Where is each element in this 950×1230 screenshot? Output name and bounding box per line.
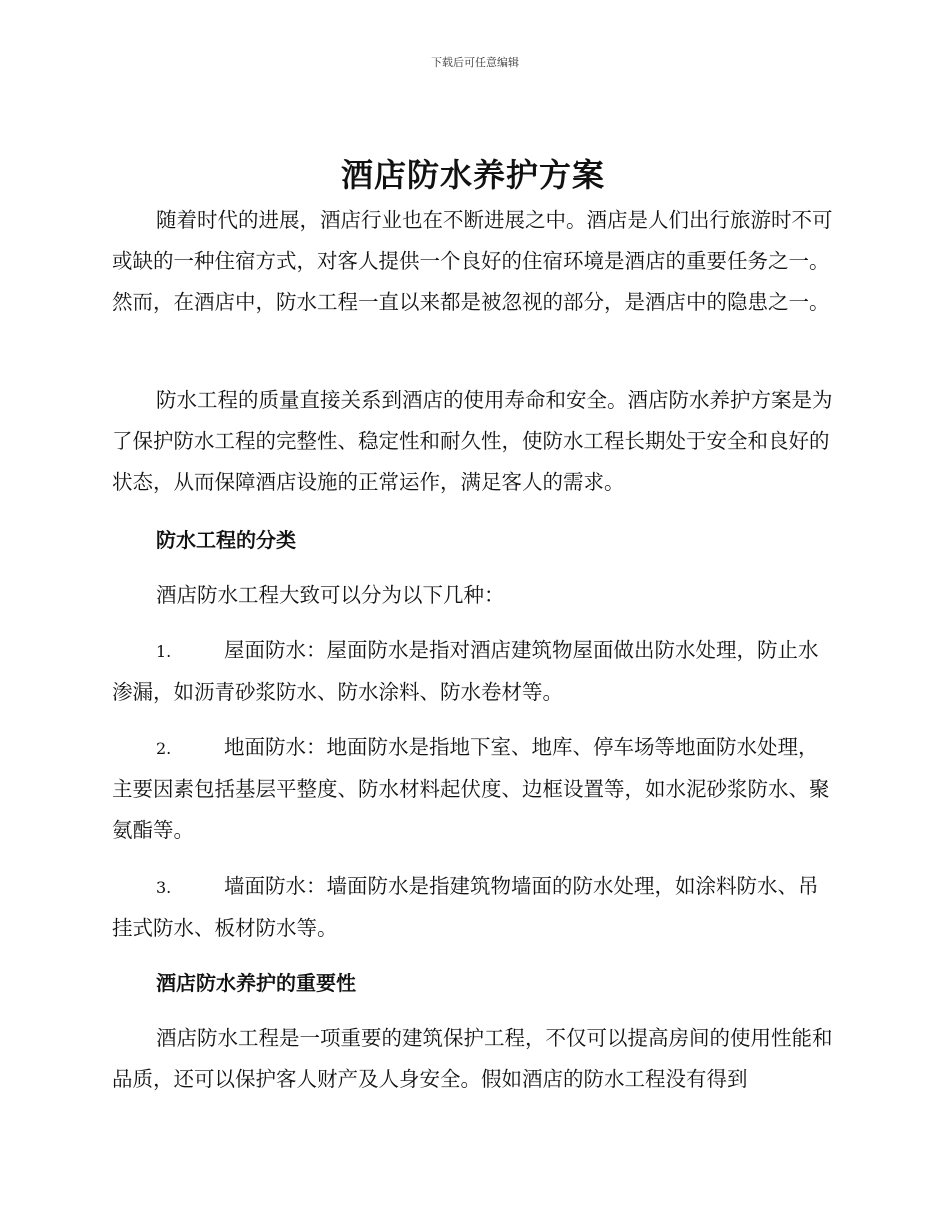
section-heading-importance: 酒店防水养护的重要性: [156, 971, 356, 995]
list-item-text: 屋面防水：屋面防水是指对酒店建筑物屋面做出防水处理，防止水渗漏，如沥青砂浆防水、防水涂料、防水卷材等。: [112, 638, 819, 704]
document-title: 酒店防水养护方案: [340, 156, 605, 194]
list-item-text: 墙面防水：墙面防水是指建筑物墙面的防水处理，如涂料防水、吊挂式防水、板材防水等。: [112, 874, 819, 940]
list-item-number: 2.: [156, 739, 172, 758]
list-item-number: 1.: [156, 642, 172, 661]
section-heading-classification: 防水工程的分类: [156, 528, 296, 552]
paragraph-classification-lead: 酒店防水工程大致可以分为以下几种：: [156, 583, 505, 607]
header-note: 下载后可任意编辑: [431, 56, 519, 69]
list-item-text: 地面防水：地面防水是指地下室、地库、停车场等地面防水处理，主要因素包括基层平整度、防水材料起伏度、边框设置等，如水泥砂浆防水、聚氨酯等。: [112, 735, 830, 842]
paragraph-importance: 酒店防水工程是一项重要的建筑保护工程，不仅可以提高房间的使用性能和品质，还可以保护客人财产及人身安全。假如酒店的防水工程没有得到: [112, 1026, 833, 1091]
paragraph-intro-1: 随着时代的进展，酒店行业也在不断进展之中。酒店是人们出行旅游时不可或缺的一种住宿方式，对客人提供一个良好的住宿环境是酒店的重要任务之一。然而，在酒店中，防水工程一直以来都是被忽视的部分，是酒店中的隐患之一。: [112, 208, 833, 314]
list-item-number: 3.: [156, 878, 172, 897]
list-item: [112, 866, 834, 949]
list-item: [112, 630, 834, 713]
paragraph-intro-2: 防水工程的质量直接关系到酒店的使用寿命和安全。酒店防水养护方案是为了保护防水工程的完整性、稳定性和耐久性，使防水工程长期处于安全和良好的状态，从而保障酒店设施的正常运作，满足客人的需求。: [112, 388, 833, 494]
list-item: [112, 727, 834, 851]
